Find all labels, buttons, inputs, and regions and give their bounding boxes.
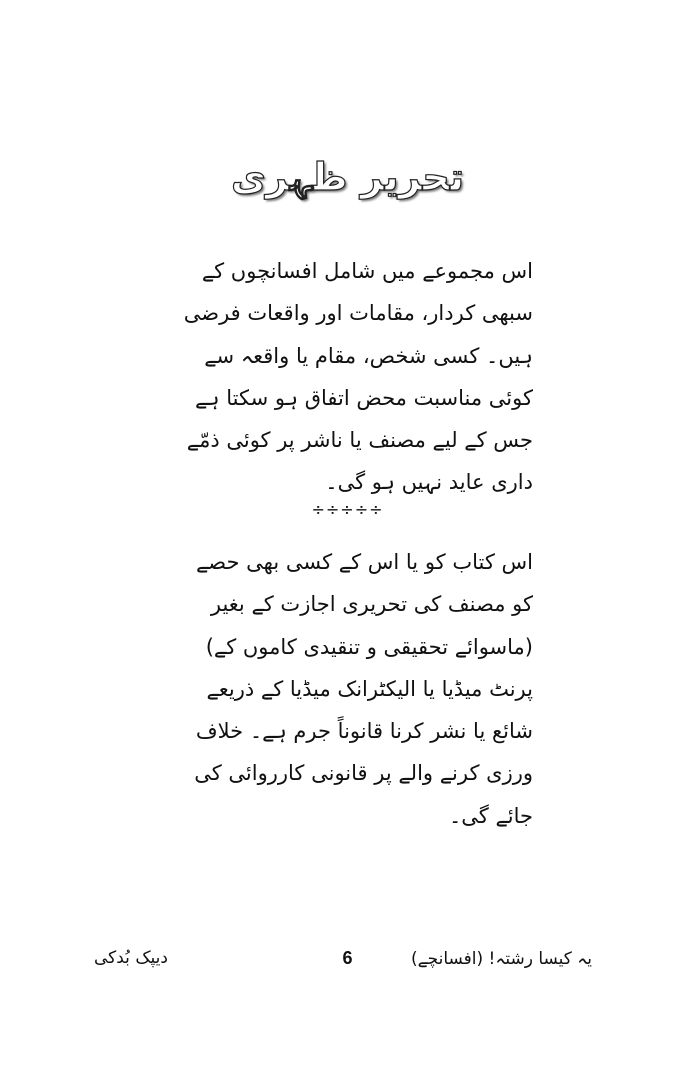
disclaimer-paragraph: [153, 250, 533, 504]
text-line: اس مجموعے میں شامل افسانچوں کے: [201, 259, 533, 283]
text-line: پرنٹ میڈیا یا الیکٹرانک میڈیا کے ذریعے: [206, 676, 533, 701]
text-line: کوئی مناسبت محض اتفاق ہو سکتا ہے: [195, 385, 533, 410]
footer-book-title: یہ کیسا رشتہ! (افسانچے): [411, 949, 592, 969]
page-title: تحریر ظہری: [231, 155, 464, 199]
footer-author: دیپک بُدکی: [94, 948, 168, 968]
text-line: کو مصنف کی تحریری اجازت کے بغیر: [210, 592, 533, 617]
text-line: جس کے لیے مصنف یا ناشر پر کوئی ذمّے: [186, 428, 533, 453]
text-line: جائے گی۔: [448, 803, 533, 828]
text-line: اس کتاب کو یا اس کے کسی بھی حصے: [196, 550, 533, 574]
text-line: ہیں۔ کسی شخص، مقام یا واقعہ سے: [204, 343, 533, 368]
text-line: (ماسوائے تحقیقی و تنقیدی کاموں کے): [205, 634, 533, 659]
text-line: ورزی کرنے والے پر قانونی کارروائی کی: [194, 761, 533, 786]
text-line: شائع یا نشر کرنا قانوناً جرم ہے۔ خلاف: [195, 719, 533, 744]
page-number: 6: [342, 948, 353, 968]
section-separator: ÷÷÷÷÷: [311, 500, 384, 519]
text-line: داری عاید نہیں ہو گی۔: [325, 470, 533, 495]
copyright-paragraph: [153, 541, 533, 837]
text-line: سبھی کردار، مقامات اور واقعات فرضی: [183, 301, 533, 326]
